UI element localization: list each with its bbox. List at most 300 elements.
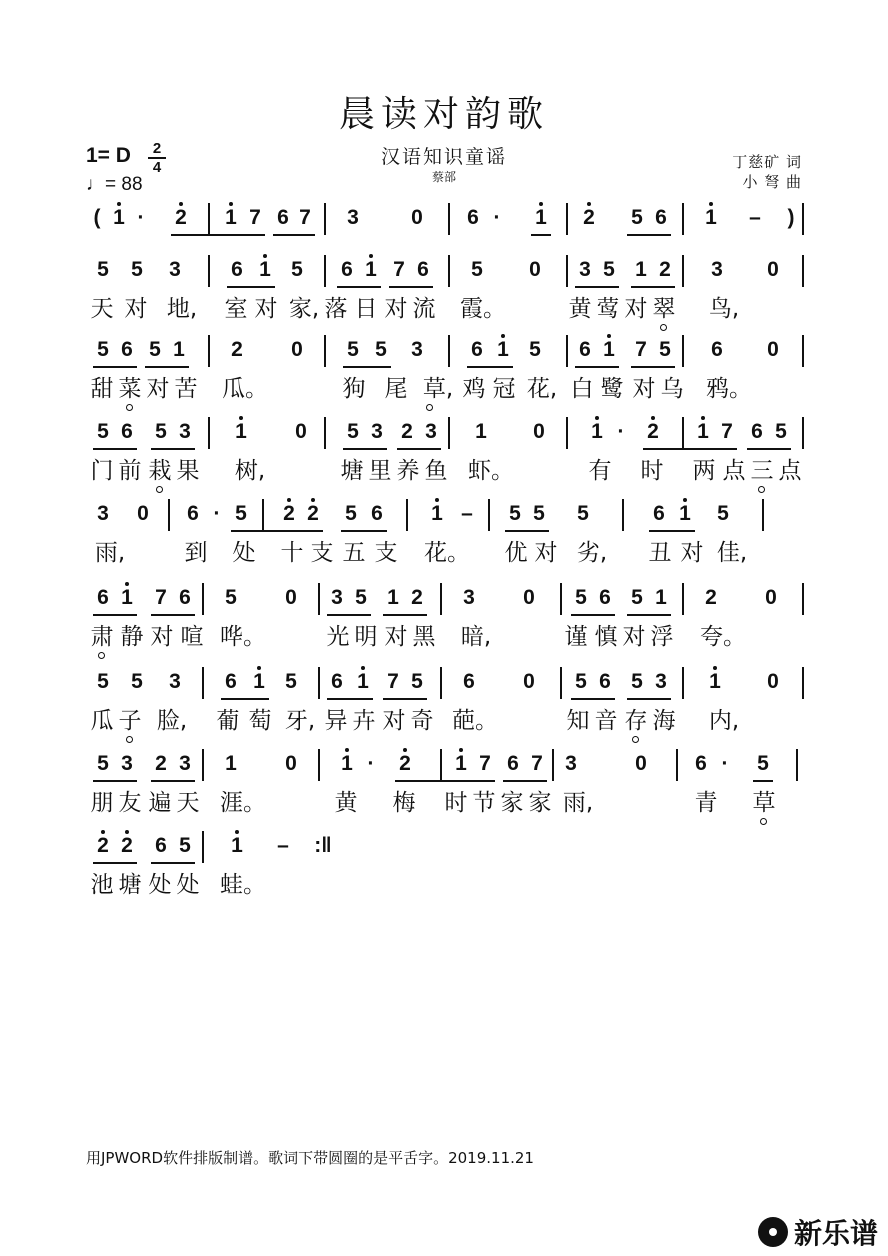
note: 5 bbox=[97, 258, 109, 281]
note: 0 bbox=[285, 752, 297, 775]
lyric-char: 点 bbox=[778, 458, 802, 484]
beam-underline bbox=[571, 614, 615, 616]
lyric-char: 支 bbox=[374, 540, 398, 566]
lyric-char: 养 bbox=[396, 458, 420, 484]
note: – bbox=[277, 834, 289, 857]
lyric-char: 梅 bbox=[392, 790, 416, 816]
barline bbox=[440, 583, 442, 615]
barline bbox=[762, 499, 764, 531]
note: 0 bbox=[533, 420, 545, 443]
note: · bbox=[213, 502, 221, 525]
note: 5 bbox=[131, 258, 143, 281]
note: 3 bbox=[169, 258, 181, 281]
note: 1 bbox=[700, 206, 722, 230]
lyric-char: 天 bbox=[176, 790, 200, 816]
lyric-char: 黑 bbox=[412, 624, 436, 650]
lyric-char: 家, bbox=[288, 296, 320, 322]
lyric-char: 雨, bbox=[94, 540, 126, 566]
note: 1 bbox=[220, 206, 242, 230]
beam-underline bbox=[631, 366, 675, 368]
beam-underline bbox=[747, 448, 791, 450]
lyric-char: 对 bbox=[632, 376, 656, 402]
lyric-char: 佳, bbox=[716, 540, 748, 566]
note: 0 bbox=[765, 586, 777, 609]
note: 0 bbox=[635, 752, 647, 775]
note: 2 bbox=[116, 834, 138, 858]
notes-row bbox=[86, 200, 806, 244]
octave-dot-icon bbox=[311, 498, 315, 502]
staff-line-6 bbox=[86, 580, 806, 658]
lyric-char: 花。 bbox=[424, 540, 470, 566]
note: 1 bbox=[248, 670, 270, 694]
note: 6 bbox=[417, 258, 429, 281]
note: 0 bbox=[295, 420, 307, 443]
lyric-char: 异 bbox=[324, 708, 348, 734]
octave-dot-icon bbox=[361, 666, 365, 670]
beam-underline bbox=[151, 780, 195, 782]
note: 5 bbox=[345, 502, 357, 525]
lyric-char: 虾。 bbox=[468, 458, 514, 484]
octave-dot-icon bbox=[235, 830, 239, 834]
barline bbox=[318, 667, 320, 699]
note: 1 bbox=[116, 586, 138, 610]
barline bbox=[208, 335, 210, 367]
note: 3 bbox=[121, 752, 133, 775]
rhyme-section: 蔡部 bbox=[431, 170, 456, 184]
octave-dot-icon bbox=[435, 498, 439, 502]
note: 5 bbox=[375, 338, 387, 361]
beam-underline bbox=[503, 780, 547, 782]
lyric-char: 对 bbox=[146, 376, 170, 402]
barline bbox=[682, 203, 684, 235]
notes-row bbox=[86, 828, 806, 872]
beam-underline bbox=[643, 448, 737, 450]
lyric-char: 苦 bbox=[174, 376, 198, 402]
lyric-char: 树, bbox=[234, 458, 266, 484]
note: 6 bbox=[341, 258, 353, 281]
beam-underline bbox=[627, 698, 671, 700]
note: · bbox=[721, 752, 729, 775]
lyrics-row bbox=[86, 538, 806, 572]
song-title: 晨读对韵歌 bbox=[338, 94, 549, 135]
lyricist-credit: 丁慈矿 词 bbox=[732, 153, 802, 171]
note: 1 bbox=[492, 338, 514, 362]
lyrics-row bbox=[86, 374, 806, 408]
note: 7 bbox=[393, 258, 405, 281]
lyric-char: 谨 bbox=[564, 624, 588, 650]
octave-dot-icon bbox=[683, 498, 687, 502]
note: 6 bbox=[187, 502, 199, 525]
octave-dot-icon bbox=[179, 202, 183, 206]
lyric-char: 牙, bbox=[284, 708, 316, 734]
note: 1 bbox=[254, 258, 276, 282]
lyric-char: 五 bbox=[342, 540, 366, 566]
note: 0 bbox=[285, 586, 297, 609]
note: 1 bbox=[598, 338, 620, 362]
note: 6 bbox=[121, 420, 133, 443]
octave-dot-icon bbox=[701, 416, 705, 420]
lyric-char: 尾 bbox=[384, 376, 408, 402]
beam-underline bbox=[327, 698, 373, 700]
lyric-char: 黄 bbox=[334, 790, 358, 816]
lyric-char: 两 bbox=[692, 458, 716, 484]
lyric-char: 鱼 bbox=[424, 458, 448, 484]
octave-dot-icon bbox=[501, 334, 505, 338]
note: 3 bbox=[565, 752, 577, 775]
lyric-char: 音 bbox=[594, 708, 618, 734]
notes-row bbox=[86, 252, 806, 296]
note: 5 bbox=[355, 586, 367, 609]
lyric-char: 翠 bbox=[650, 294, 678, 324]
octave-dot-icon bbox=[459, 748, 463, 752]
lyric-char: 鸟, bbox=[708, 296, 740, 322]
lyric-char: 室 bbox=[224, 296, 248, 322]
barline bbox=[440, 749, 442, 781]
lyric-char: 劣, bbox=[576, 540, 608, 566]
note: 1 bbox=[674, 502, 696, 526]
flat-tongue-circle-icon bbox=[426, 404, 433, 411]
note: 6 bbox=[579, 338, 591, 361]
footer-note: 用JPWORD软件排版制谱。歌词下带圆圈的是平舌字。2019.11.21 bbox=[86, 1149, 534, 1167]
notes-row bbox=[86, 332, 806, 376]
barline bbox=[324, 203, 326, 235]
lyric-char: 点 bbox=[722, 458, 746, 484]
note: · bbox=[493, 206, 501, 229]
note: 5 bbox=[225, 586, 237, 609]
beam-underline bbox=[93, 614, 137, 616]
lyric-char: 对 bbox=[680, 540, 704, 566]
beam-underline bbox=[627, 234, 671, 236]
note: 2 bbox=[278, 502, 300, 526]
barline bbox=[406, 499, 408, 531]
barline bbox=[682, 417, 684, 449]
lyrics-row bbox=[86, 788, 806, 822]
lyric-char: 流 bbox=[412, 296, 436, 322]
lyric-char: 有 bbox=[588, 458, 612, 484]
note: 5 bbox=[575, 670, 587, 693]
barline bbox=[324, 255, 326, 287]
lyric-char: 花, bbox=[526, 376, 558, 402]
octave-dot-icon bbox=[651, 416, 655, 420]
note: 3 bbox=[331, 586, 343, 609]
octave-dot-icon bbox=[713, 666, 717, 670]
lyric-char: 日 bbox=[354, 296, 378, 322]
note: 5 bbox=[575, 586, 587, 609]
note: 1 bbox=[108, 206, 130, 230]
lyric-char: 黄 bbox=[568, 296, 592, 322]
note: 5 bbox=[97, 752, 109, 775]
tempo-value: = 88 bbox=[105, 174, 143, 195]
beam-underline bbox=[337, 286, 381, 288]
beam-underline bbox=[93, 780, 137, 782]
note: 1 bbox=[230, 420, 252, 444]
note: 6 bbox=[331, 670, 343, 693]
note: 2 bbox=[302, 502, 324, 526]
note: 0 bbox=[523, 670, 535, 693]
beam-underline bbox=[571, 698, 615, 700]
note: 3 bbox=[579, 258, 591, 281]
beam-underline bbox=[343, 366, 391, 368]
staff-line-3 bbox=[86, 332, 806, 410]
barline bbox=[208, 255, 210, 287]
lyric-char: 对 bbox=[382, 708, 406, 734]
note: 5 bbox=[97, 420, 109, 443]
note: 5 bbox=[631, 206, 643, 229]
note: 6 bbox=[231, 258, 243, 281]
note: 3 bbox=[169, 670, 181, 693]
notes-row bbox=[86, 414, 806, 458]
note: 3 bbox=[711, 258, 723, 281]
note: 5 bbox=[347, 420, 359, 443]
beam-underline bbox=[753, 780, 773, 782]
flat-tongue-circle-icon bbox=[156, 486, 163, 493]
beam-underline bbox=[575, 366, 619, 368]
key-signature: 1= D bbox=[86, 144, 131, 167]
lyric-char: 白 bbox=[570, 376, 594, 402]
note: 0 bbox=[137, 502, 149, 525]
lyric-char: 友 bbox=[118, 790, 142, 816]
lyric-char: 内, bbox=[708, 708, 740, 734]
logo-text: 新乐谱 bbox=[793, 1217, 878, 1250]
note: 3 bbox=[425, 420, 437, 443]
barline bbox=[566, 203, 568, 235]
note: · bbox=[137, 206, 145, 229]
note: 2 bbox=[642, 420, 664, 444]
note: 1 bbox=[475, 420, 487, 443]
lyric-char: 天 bbox=[90, 296, 114, 322]
composer-credit: 小 弩 曲 bbox=[742, 173, 802, 191]
notes-row bbox=[86, 746, 806, 790]
note: 7 bbox=[249, 206, 261, 229]
time-signature-bottom: 4 bbox=[152, 159, 162, 176]
note: 3 bbox=[371, 420, 383, 443]
lyric-char: 三 bbox=[748, 456, 776, 486]
note: 5 bbox=[97, 338, 109, 361]
lyric-char: 果 bbox=[176, 458, 200, 484]
note: 5 bbox=[235, 502, 247, 525]
octave-dot-icon bbox=[263, 254, 267, 258]
beam-underline bbox=[505, 530, 549, 532]
lyric-char: 对 bbox=[624, 296, 648, 322]
note: 1 bbox=[226, 834, 248, 858]
lyric-char: 雨, bbox=[562, 790, 594, 816]
barline bbox=[552, 749, 554, 781]
barline bbox=[488, 499, 490, 531]
barline bbox=[682, 255, 684, 287]
note: 1 bbox=[173, 338, 185, 361]
note: – bbox=[461, 502, 473, 525]
note: 6 bbox=[471, 338, 483, 361]
note: 5 bbox=[179, 834, 191, 857]
note: 1 bbox=[426, 502, 448, 526]
lyric-char: 静 bbox=[120, 624, 144, 650]
lyric-char: 家 bbox=[528, 790, 552, 816]
note: :‖ bbox=[314, 834, 332, 857]
beam-underline bbox=[467, 366, 513, 368]
staff-line-9 bbox=[86, 828, 806, 906]
lyric-char: 奇 bbox=[410, 708, 434, 734]
barline bbox=[262, 499, 264, 531]
note: 5 bbox=[577, 502, 589, 525]
lyric-char: 冠 bbox=[492, 376, 516, 402]
octave-dot-icon bbox=[587, 202, 591, 206]
staff-line-8 bbox=[86, 746, 806, 824]
song-subtitle: 汉语知识童谣 bbox=[380, 146, 507, 168]
beam-underline bbox=[151, 862, 195, 864]
note: 5 bbox=[533, 502, 545, 525]
octave-dot-icon bbox=[125, 582, 129, 586]
note: 3 bbox=[97, 502, 109, 525]
beam-underline bbox=[231, 530, 323, 532]
staff-line-5 bbox=[86, 496, 806, 574]
barline bbox=[448, 255, 450, 287]
barline bbox=[440, 667, 442, 699]
lyrics-row bbox=[86, 456, 806, 490]
note: 2 bbox=[578, 206, 600, 230]
note: 3 bbox=[179, 420, 191, 443]
note: 6 bbox=[507, 752, 519, 775]
lyric-char: 肃 bbox=[88, 622, 116, 652]
lyric-char: 丑 bbox=[648, 540, 672, 566]
note: 5 bbox=[131, 670, 143, 693]
lyric-char: 子 bbox=[116, 706, 144, 736]
lyrics-row bbox=[86, 294, 806, 328]
lyric-char: 光 bbox=[326, 624, 350, 650]
flat-tongue-circle-icon bbox=[126, 404, 133, 411]
note: 6 bbox=[655, 206, 667, 229]
note: 5 bbox=[471, 258, 483, 281]
octave-dot-icon bbox=[345, 748, 349, 752]
note: 5 bbox=[775, 420, 787, 443]
octave-dot-icon bbox=[539, 202, 543, 206]
note: 5 bbox=[631, 586, 643, 609]
lyric-char: 葡 bbox=[216, 708, 240, 734]
lyric-char: 前 bbox=[118, 458, 142, 484]
beam-underline bbox=[93, 448, 137, 450]
barline bbox=[318, 749, 320, 781]
barline bbox=[202, 831, 204, 863]
lyric-char: 霞。 bbox=[460, 296, 506, 322]
note: ) bbox=[787, 206, 795, 229]
lyrics-row bbox=[86, 706, 806, 740]
octave-dot-icon bbox=[257, 666, 261, 670]
lyric-char: 暗, bbox=[460, 624, 492, 650]
barline bbox=[802, 203, 804, 235]
flat-tongue-circle-icon bbox=[660, 324, 667, 331]
lyric-char: 遍 bbox=[148, 790, 172, 816]
note: 5 bbox=[155, 420, 167, 443]
beam-underline bbox=[383, 614, 427, 616]
barline bbox=[448, 335, 450, 367]
note: 6 bbox=[599, 586, 611, 609]
beam-underline bbox=[221, 698, 269, 700]
lyric-char: 处 bbox=[176, 872, 200, 898]
octave-dot-icon bbox=[607, 334, 611, 338]
lyric-char: 对 bbox=[124, 296, 148, 322]
octave-dot-icon bbox=[229, 202, 233, 206]
note: 5 bbox=[285, 670, 297, 693]
note: 6 bbox=[225, 670, 237, 693]
time-signature-top: 2 bbox=[152, 140, 162, 157]
lyric-char: 草 bbox=[750, 788, 778, 818]
barline bbox=[324, 335, 326, 367]
note: – bbox=[749, 206, 761, 229]
lyric-char: 萄 bbox=[248, 708, 272, 734]
barline bbox=[208, 203, 210, 235]
barline bbox=[324, 417, 326, 449]
lyric-char: 慎 bbox=[594, 624, 618, 650]
note: 1 bbox=[360, 258, 382, 282]
note: 6 bbox=[97, 586, 109, 609]
barline bbox=[208, 417, 210, 449]
beam-underline bbox=[93, 862, 137, 864]
lyric-char: 池 bbox=[90, 872, 114, 898]
note: 6 bbox=[751, 420, 763, 443]
note: 6 bbox=[463, 670, 475, 693]
beam-underline bbox=[171, 234, 265, 236]
lyric-char: 海 bbox=[652, 708, 676, 734]
note: 5 bbox=[411, 670, 423, 693]
lyric-char: 处 bbox=[148, 872, 172, 898]
staff-line-2 bbox=[86, 252, 806, 330]
note: 1 bbox=[586, 420, 608, 444]
barline bbox=[802, 417, 804, 449]
beam-underline bbox=[273, 234, 315, 236]
site-logo bbox=[758, 1212, 878, 1252]
lyric-char: 鸦。 bbox=[706, 376, 752, 402]
note: 2 bbox=[659, 258, 671, 281]
barline bbox=[202, 749, 204, 781]
barline bbox=[676, 749, 678, 781]
note: 0 bbox=[529, 258, 541, 281]
note: 5 bbox=[631, 670, 643, 693]
lyric-char: 哗。 bbox=[220, 624, 266, 650]
note: 5 bbox=[757, 752, 769, 775]
lyric-char: 门 bbox=[90, 458, 114, 484]
note: 5 bbox=[509, 502, 521, 525]
lyric-char: 支 bbox=[310, 540, 334, 566]
note: 7 bbox=[479, 752, 491, 775]
note: 1 bbox=[225, 752, 237, 775]
time-signature bbox=[148, 141, 166, 175]
note: 0 bbox=[767, 338, 779, 361]
note: 6 bbox=[277, 206, 289, 229]
note: 1 bbox=[704, 670, 726, 694]
lyric-char: 时 bbox=[444, 790, 468, 816]
beam-underline bbox=[93, 366, 137, 368]
flat-tongue-circle-icon bbox=[632, 736, 639, 743]
notes-row bbox=[86, 664, 806, 708]
note: 2 bbox=[401, 420, 413, 443]
note: 1 bbox=[387, 586, 399, 609]
note: 6 bbox=[695, 752, 707, 775]
barline bbox=[202, 667, 204, 699]
barline bbox=[796, 749, 798, 781]
lyric-char: 优 bbox=[504, 540, 528, 566]
beam-underline bbox=[341, 530, 387, 532]
lyric-char: 处 bbox=[232, 540, 256, 566]
record-disc-icon bbox=[758, 1217, 788, 1247]
barline bbox=[802, 335, 804, 367]
lyric-char: 塘 bbox=[340, 458, 364, 484]
beam-underline bbox=[383, 698, 427, 700]
lyric-char: 地, bbox=[166, 296, 198, 322]
note: 5 bbox=[529, 338, 541, 361]
lyric-char: 对 bbox=[254, 296, 278, 322]
lyric-char: 塘 bbox=[118, 872, 142, 898]
beam-underline bbox=[631, 286, 675, 288]
note: 6 bbox=[599, 670, 611, 693]
